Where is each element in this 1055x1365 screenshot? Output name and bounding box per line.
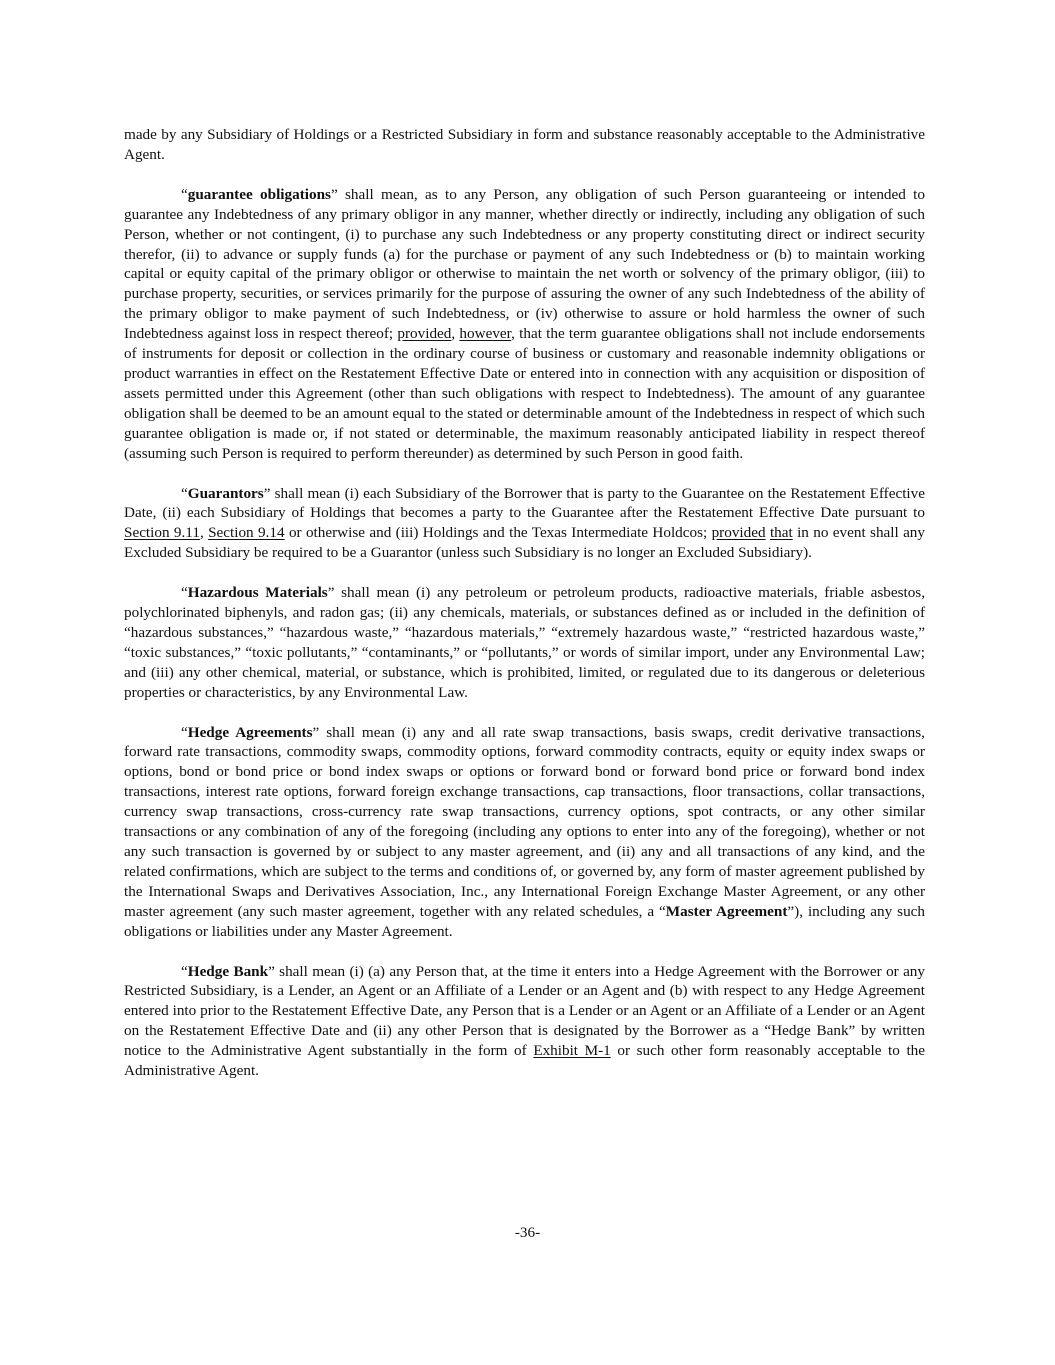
open-quote: “ [181, 723, 188, 741]
definition-text: shall mean (i) any and all rate swap transactions, basis swaps, credit derivative transactions, forward rate transactions, commodity swaps, commodity options, forward commodity contracts, equity or equity index swaps or options, bond or bond price or bond index swaps or options or forward bond or forward bond price or forward bond index transactions, interest rate options, forward foreign exchange transactions, cap transactions, floor transactions, collar transactions, currency swap transactions, cross-currency rate swap transactions, currency options, spot contracts, or any other similar transactions or any combination of any of the foregoing (including any options to enter into any of the foregoing), whether or not any such transaction is governed by or subject to any master agreement, and (ii) any and all transactions of any kind, and the related confirmations, which are subject to the terms and conditions of, or governed by, any form of master agreement published by the International Swaps and Derivatives Association, Inc., any International Foreign Exchange Master Agreement, or any other master agreement (any such master agreement, together with any related schedules, a “ [124, 723, 925, 920]
definition-text: in no event shall any Excluded Subsidiary be required to be a Guarantor (unless such Subsidiary is no longer an Excluded Subsidiary). [124, 524, 925, 562]
defined-term: Hedge Agreements [187, 723, 313, 741]
definition-text: shall mean, as to any Person, any obligation of such Person guaranteeing or intended to guarantee any Indebtedness of any primary obligor in any manner, whether directly or indirectly, including any obligation of such Person, whether or not contingent, (i) to purchase any such Indebtedness or any property constituting direct or indirect security therefor, (ii) to advance or supply funds (a) for the purchase or payment of any such Indebtedness or (b) to maintain working capital or equity capital of the primary obligor or otherwise to maintain the net worth or solvency of the primary obligor, (iii) to purchase property, securities, or services primarily for the purpose of assuring the owner of any such Indebtedness of the ability of the primary obligor to make payment of such Indebtedness, or (iv) otherwise to assure or hold harmless the owner of such Indebtedness against loss in respect thereof; [124, 185, 925, 343]
defined-term: guarantee obligations [187, 185, 331, 203]
section-reference: Section 9.14 [208, 524, 285, 542]
close-quote: ” [263, 484, 271, 502]
separator: , [199, 524, 209, 542]
open-quote: “ [181, 962, 188, 980]
however-underlined: however [459, 325, 512, 343]
continuation-paragraph: made by any Subsidiary of Holdings or a Restricted Subsidiary in form and substance reasonably acceptable to the Administrative Agent. [124, 126, 925, 163]
defined-term: Guarantors [187, 484, 264, 502]
defined-term: Hazardous Materials [187, 584, 328, 602]
close-quote: ” [330, 185, 338, 203]
provided-underlined: provided [711, 524, 766, 542]
separator: , [451, 325, 460, 343]
definition-guarantors [124, 484, 925, 564]
open-quote: “ [181, 484, 188, 502]
definition-hedge-bank [124, 962, 925, 1081]
close-quote: ” [327, 584, 335, 602]
definition-text: shall mean (i) (a) any Person that, at the time it enters into a Hedge Agreement with the Borrower or any Restricted Subsidiary, is a Lender, an Agent or an Affiliate of a Lender or an Agent and (b) with respect to any Hedge Agreement entered into prior to the Restatement Effective Date, any Person that is a Lender or an Agent or an Affiliate of a Lender or an Agent on the Restatement Effective Date and (ii) any other Person that is designated by the Borrower as a “Hedge Bank” by written notice to the Administrative Agent substantially in the form of [124, 962, 925, 1060]
provided-underlined: provided [397, 325, 452, 343]
close-quote: ” [268, 962, 275, 980]
definition-hedge-agreements [124, 723, 925, 942]
definition-text: , that the term guarantee obligations shall not include endorsements of instruments for deposit or collection in the ordinary course of business or customary and reasonable indemnity obligations or product warranties in effect on the Restatement Effective Date or entered into in connection with any acquisition or disposition of assets permitted under this Agreement (other than such obligations with respect to Indebtedness). The amount of any guarantee obligation shall be deemed to be an amount equal to the stated or determinable amount of the Indebtedness in respect of which such guarantee obligation is made or, if not stated or determinable, the maximum reasonably anticipated liability in respect thereof (assuming such Person is required to perform thereunder) as determined by such Person in good faith. [124, 325, 925, 462]
document-body [124, 125, 925, 1101]
defined-term: Hedge Bank [187, 962, 269, 980]
section-reference: Section 9.11 [124, 524, 200, 542]
exhibit-reference: Exhibit M-1 [533, 1042, 611, 1060]
defined-term-master-agreement: Master Agreement [665, 902, 788, 920]
open-quote: “ [181, 185, 188, 203]
that-underlined: that [769, 524, 793, 542]
definition-text: shall mean (i) each Subsidiary of the Borrower that is party to the Guarantee on the Restatement Effective Date, (ii) each Subsidiary of Holdings that becomes a party to the Guarantee after the Restatement Effective Date pursuant to [124, 484, 925, 522]
open-quote: “ [181, 584, 188, 602]
page-number: -36- [514, 1224, 541, 1241]
definition-text: ”), including any such obligations or liabilities under any Master Agreement. [124, 902, 926, 940]
definition-guarantee-obligations [124, 185, 925, 464]
definition-text: or such other form reasonably acceptable to the Administrative Agent. [124, 1042, 925, 1080]
definition-hazardous-materials [124, 583, 925, 702]
definition-text: or otherwise and (iii) Holdings and the Texas Intermediate Holdcos; [284, 524, 712, 542]
definition-text: shall mean (i) any petroleum or petroleum products, radioactive materials, friable asbestos, polychlorinated biphenyls, and radon gas; (ii) any chemicals, materials, or substances defined as or included in the definition of “hazardous substances,” “hazardous waste,” “hazardous materials,” “extremely hazardous waste,” “restricted hazardous waste,” “toxic substances,” “toxic pollutants,” “contaminants,” or “pollutants,” or words of similar import, under any Environmental Law; and (iii) any other chemical, material, or substance, which is prohibited, limited, or regulated due to its dangerous or deleterious properties or characteristics, by any Environmental Law. [124, 584, 926, 701]
close-quote: ” [312, 723, 320, 741]
